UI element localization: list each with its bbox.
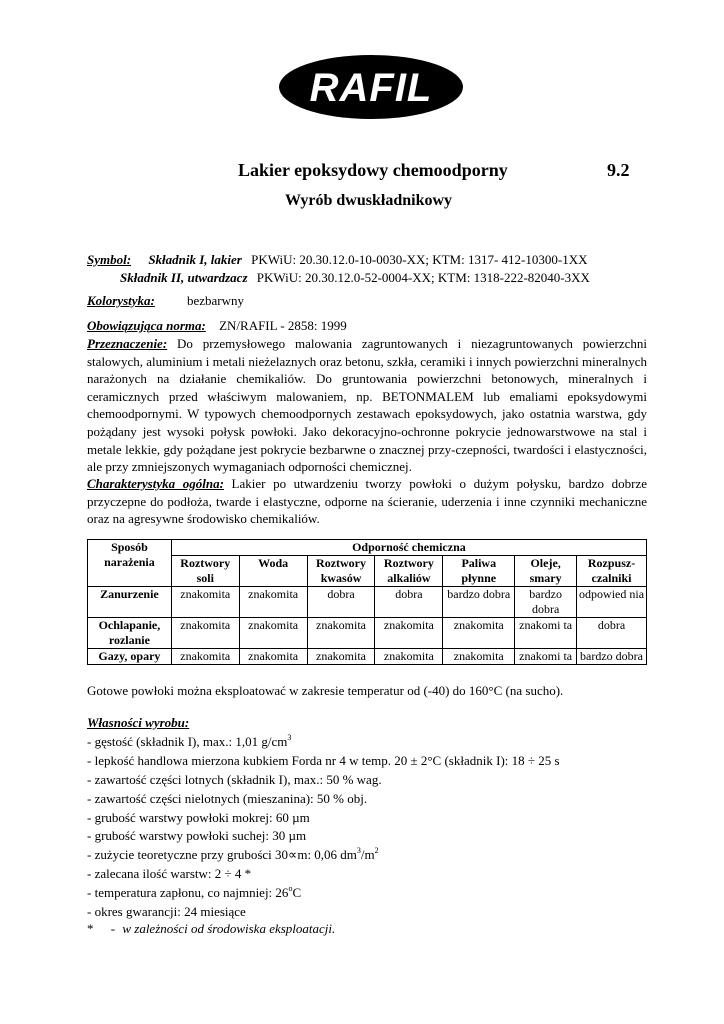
chemical-resistance-table [87,539,647,665]
row-header: Ochlapanie, rozlanie [88,618,172,649]
component-1-name: Składnik I, lakier [148,252,242,267]
property-warranty: - okres gwarancji: 24 miesiące [87,904,246,920]
table-cell: znakomita [171,618,239,649]
property-consumption [87,846,560,865]
product-title: Lakier epoksydowy chemoodporny [238,160,508,180]
color-row [87,292,155,309]
characteristics-paragraph [87,475,647,528]
property-viscosity: - lepkość handlowa mierzona kubkiem Forda nr 4 w temp. 20 ± 2°C (składnik I): 18 ÷ 25 s [87,752,560,768]
footnote [87,921,335,937]
property-flash-point [87,884,560,903]
footnote-text: w zależności od środowiska eksploatacji. [122,921,336,936]
footnote-star: * [87,921,94,936]
column-header: Paliwa płynne [443,556,515,587]
component-2-codes: PKWiU: 20.30.12.0-52-0004-XX; KTM: 1318-222-82040-3XX [256,270,590,285]
norm-label: Obowiązująca norma: [87,318,206,333]
property-nonvolatile: - zawartość części nielotnych (mieszanina): 50 % obj. [87,790,368,806]
column-header: Woda [239,556,307,587]
property-density [87,733,560,752]
temperature-note: Gotowe powłoki można eksploatować w zakresie temperatur od (-40) do 160°C (na sucho). [87,683,564,698]
property-dry-thickness: - grubość warstwy powłoki suchej: 30 µm [87,828,307,844]
characteristics-text: Lakier po utwardzeniu tworzy powłoki o dużym połysku, bardzo dobrze przyczepne do podłoża, twarde i elastyczne, odporne na ścieranie, uderzenia i inne czynniki mechaniczne oraz na agresywne środowisko chemikaliów. [87,476,647,527]
table-cell: bardzo dobra [515,587,577,618]
properties-label: Własności wyrobu: [87,715,190,730]
table-cell: znakomita [171,587,239,618]
purpose-paragraph [87,335,647,476]
superscript: 3 [356,846,361,856]
table-cell: bardzo dobra [577,649,647,665]
norm-value: ZN/RAFIL - 2858: 1999 [219,318,347,333]
table-subheader-row [88,556,647,587]
table-cell: znakomi ta [515,618,577,649]
property-consumption-unit: /m [360,847,375,863]
table-cell: dobra [375,587,443,618]
logo-text: RAFIL [309,66,433,110]
exposure-header: Sposób narażenia [88,540,172,587]
table-cell: znakomita [239,587,307,618]
row-header: Gazy, opary [88,649,172,665]
column-header: Oleje, smary [515,556,577,587]
property-density-text: - gęstość (składnik I), max.: 1,01 g/cm [87,733,288,749]
footnote-dash: - [110,921,116,936]
rafil-logo [278,54,464,120]
row-header: Zanurzenie [88,587,172,618]
column-header: Roztwory soli [171,556,239,587]
property-volatile: - zawartość części lotnych (składnik I), max.: 50 % wag. [87,771,382,787]
symbol-label: Symbol: [87,252,132,267]
table-header-row [88,540,647,556]
component-1-codes: PKWiU: 20.30.12.0-10-0030-XX; KTM: 1317- 412-10300-1XX [251,252,588,267]
table-row [88,618,647,649]
property-flash-point-unit: C [292,885,302,901]
table-cell: znakomita [307,649,375,665]
column-header: Roztwory kwasów [307,556,375,587]
color-value: bezbarwny [187,293,245,308]
characteristics-label: Charakterystyka ogólna: [87,476,224,491]
table-cell: dobra [307,587,375,618]
norm-row [87,317,347,334]
table-cell: znakomi ta [515,649,577,665]
purpose-label: Przeznaczenie: [87,336,168,351]
table-row [88,649,647,665]
table-cell: znakomita [443,618,515,649]
product-subtitle: Wyrób dwuskładnikowy [285,192,453,209]
property-consumption-text: - zużycie teoretyczne przy grubości 30∝m: 0,06 dm [87,847,357,863]
table-cell: znakomita [239,649,307,665]
component-2-name: Składnik II, utwardzacz [120,270,248,285]
property-layers: - zalecana ilość warstw: 2 ÷ 4 * [87,866,252,882]
superscript: o [288,884,293,894]
document-number: 9.2 [607,160,630,180]
superscript: 2 [374,846,379,856]
column-header: Roztwory alkaliów [375,556,443,587]
table-cell: bardzo dobra [443,587,515,618]
table-cell: znakomita [375,649,443,665]
property-flash-point-text: - temperatura zapłonu, co najmniej: 26 [87,885,289,901]
table-row [88,587,647,618]
table-cell: znakomita [307,618,375,649]
color-label: Kolorystyka: [87,293,155,308]
properties-list [87,714,560,922]
table-cell: znakomita [443,649,515,665]
symbol-row-1 [87,251,587,268]
table-cell: odpowied nia [577,587,647,618]
superscript: 3 [287,732,292,742]
property-wet-thickness: - grubość warstwy powłoki mokrej: 60 µm [87,809,310,825]
column-header: Rozpusz-czalniki [577,556,647,587]
symbol-row-2 [120,269,590,286]
table-cell: dobra [577,618,647,649]
table-cell: znakomita [375,618,443,649]
table-cell: znakomita [171,649,239,665]
purpose-text: Do przemysłowego malowania zagruntowanych i niezagruntowanych powierzchni stalowych, aluminium i metali nieżelaznych oraz betonu, szkła, ceramiki i innych powierzchni mineralnych narażonych na działanie chemikaliów. Do gruntowania powierzchni betonowych, mineralnych i ceramicznych przed właściwym malowaniem, np. BETONMALEM lub emaliami epoksydowymi chemoodpornymi. W typowych chemoodpornych zestawach epoksydowych, jako ostatnia warstwa, gdy pożądany jest wysoki połysk powłoki. Jako dekoracyjno-ochronne pokrycie jednowarstwowe na stal i metale lekkie, gdy pożądane jest pokrycie bezbarwne o znacznej przy-czepności, twardości i elastyczności, ale przy zmniejszonych wymaganiach odporności chemicznej. [87,336,648,475]
table-cell: znakomita [239,618,307,649]
resistance-group-header: Odporność chemiczna [171,540,646,556]
